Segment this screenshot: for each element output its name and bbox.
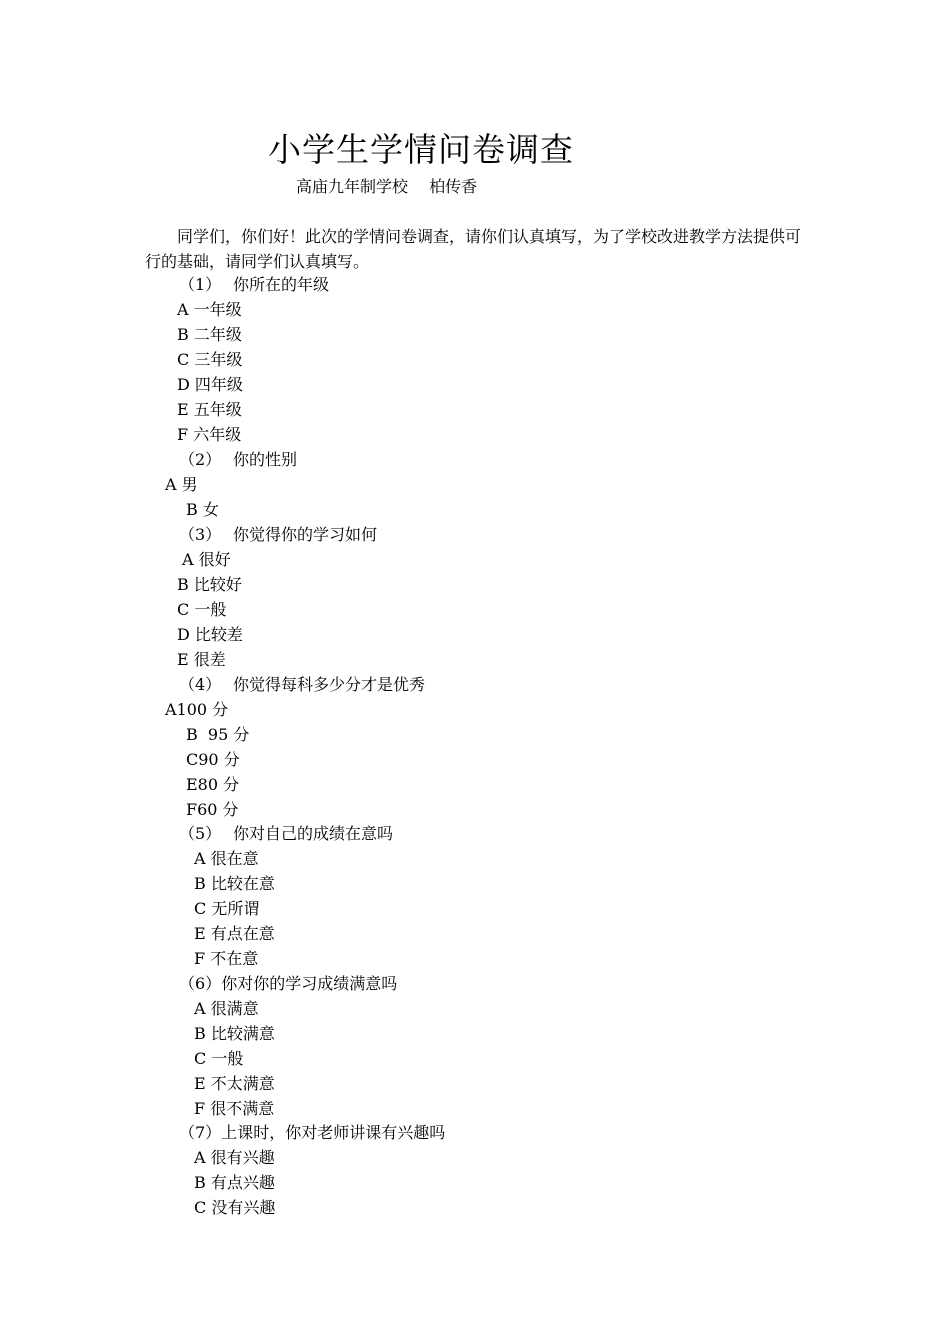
- question-7-text: 上课时，你对老师讲课有兴趣吗: [221, 1123, 446, 1142]
- question-7-number: （7）: [179, 1123, 222, 1142]
- question-1-option-d: D 四年级: [177, 375, 243, 394]
- question-7-option-c: C 没有兴趣: [194, 1198, 276, 1217]
- question-7-option-b: B 有点兴趣: [194, 1173, 275, 1192]
- question-5-option-e: E 有点在意: [194, 924, 275, 943]
- question-1-option-c: C 三年级: [177, 350, 243, 369]
- question-6-option-b: B 比较满意: [194, 1024, 275, 1043]
- question-4-option-e: E80 分: [186, 775, 240, 794]
- question-3-text: 你觉得你的学习如何: [233, 525, 378, 544]
- question-4-number: （4）: [179, 675, 222, 694]
- question-6-option-e: E 不太满意: [194, 1074, 275, 1093]
- question-2-number: （2）: [179, 450, 222, 469]
- question-1-option-f: F 六年级: [177, 425, 242, 444]
- question-7-option-a: A 很有兴趣: [194, 1148, 275, 1167]
- question-5-option-f: F 不在意: [194, 949, 259, 968]
- question-3-option-b: B 比较好: [177, 575, 242, 594]
- question-2-text: 你的性别: [233, 450, 298, 469]
- question-3-option-e: E 很差: [177, 650, 226, 669]
- question-3: [179, 524, 377, 546]
- question-1-option-b: B 二年级: [177, 325, 242, 344]
- question-3-option-a: A 很好: [182, 550, 231, 569]
- question-2-option-b: B 女: [186, 500, 219, 519]
- question-4-text: 你觉得每科多少分才是优秀: [233, 675, 426, 694]
- question-6-option-f: F 很不满意: [194, 1099, 275, 1118]
- question-4-option-f: F60 分: [186, 800, 239, 819]
- question-5-text: 你对自己的成绩在意吗: [233, 824, 394, 843]
- question-1-number: （1）: [179, 275, 222, 294]
- question-2-option-a: A 男: [165, 475, 198, 494]
- question-1-text: 你所在的年级: [233, 275, 330, 294]
- question-3-option-c: C 一般: [177, 600, 227, 619]
- question-5-option-a: A 很在意: [194, 849, 259, 868]
- intro-text: 同学们，你们好！此次的学情问卷调查，请你们认真填写，为了学校改进教学方法提供可行的基础，请同学们认真填写。: [145, 227, 802, 271]
- question-6-number: （6）: [179, 974, 222, 993]
- question-3-number: （3）: [179, 525, 222, 544]
- question-7: [179, 1122, 445, 1144]
- question-1-option-a: A 一年级: [177, 300, 242, 319]
- question-4-option-c: C90 分: [186, 750, 240, 769]
- question-1-option-e: E 五年级: [177, 400, 242, 419]
- question-4-option-a: A100 分: [165, 700, 229, 719]
- question-3-option-d: D 比较差: [177, 625, 243, 644]
- question-6-text: 你对你的学习成绩满意吗: [221, 974, 398, 993]
- question-5-option-c: C 无所谓: [194, 899, 260, 918]
- question-4-option-b: B 95 分: [186, 725, 250, 744]
- question-5-number: （5）: [179, 824, 222, 843]
- question-6: [179, 973, 397, 995]
- document-author: 高庙九年制学校 柏传香: [296, 177, 478, 196]
- intro-paragraph: [145, 224, 815, 274]
- question-5-option-b: B 比较在意: [194, 874, 275, 893]
- question-4: [179, 674, 425, 696]
- question-2: [179, 449, 297, 471]
- question-5: [179, 823, 393, 845]
- document-title: 小学生学情问卷调查: [268, 130, 574, 169]
- question-6-option-a: A 很满意: [194, 999, 259, 1018]
- question-6-option-c: C 一般: [194, 1049, 244, 1068]
- question-1: [179, 274, 329, 296]
